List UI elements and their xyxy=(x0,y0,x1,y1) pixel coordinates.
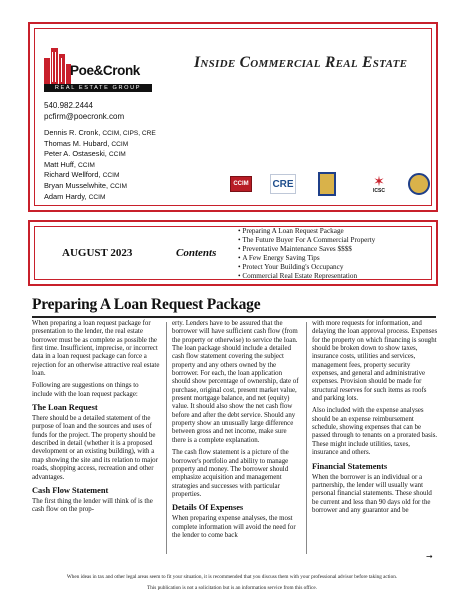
icsc-logo: ✶ ICSC xyxy=(373,173,385,194)
newsletter-title: Inside Commercial Real Estate xyxy=(194,54,408,71)
phone-number: 540.982.2444 xyxy=(44,101,93,110)
globe-logo xyxy=(408,173,430,195)
star-icon: ✶ xyxy=(373,173,385,189)
company-name: Poe&Cronk xyxy=(70,63,140,78)
footer-notice: This publication is not a solicitation but is an information service from this office. xyxy=(147,585,317,591)
article-column-1 xyxy=(32,320,160,519)
agent-name: Bryan Musselwhite, CCIM xyxy=(44,180,127,190)
email-address[interactable]: pcfirm@poecronk.com xyxy=(44,112,125,121)
article-column-3 xyxy=(312,320,438,519)
contents-item[interactable]: • Protect Your Building's Occupancy xyxy=(238,263,375,272)
contents-item[interactable]: • Preparing A Loan Request Package xyxy=(238,227,375,236)
column-divider xyxy=(306,322,307,554)
masthead xyxy=(28,22,438,212)
company-logo xyxy=(42,44,152,104)
paragraph: When preparing expense analyses, the most complete information will avoid the need for the lender to come back xyxy=(172,515,296,539)
paragraph: erty. Lenders have to be assured that the borrower will have sufficient cash flow (from the property or otherwise) to service the loan. The loan package should include a detailed cash flow statement covering the subject property and any others owned by the borrower. For each, the loan application should show percentage of ownership, date of purchase, original cost, present market value, present mortgage balance, and net (equity) value. It should also show the net cash flow before and after the debt service. Should any property show an unusually large difference between gross and net income, make sure there is a complete explanation. xyxy=(172,320,299,444)
paragraph: The first thing the lender will think of is the cash flow on the prop- xyxy=(32,497,153,514)
article-column-2 xyxy=(172,320,300,544)
paragraph: When preparing a loan request package for presentation to the lender, the real estate borrower must be as complete as possible the first time. Insufficient, imprecise, or incorrect data in a loan request package can force a rejection for an otherwise attractive real estate loan. xyxy=(32,320,160,378)
paragraph: There should be a detailed statement of the purpose of loan and the sources and uses of funds for the project. The property should be described in detail (whether it is a proposed development or an existing building), with a map showing the site and its relation to major roads, shopping access, recreation and other advantages. xyxy=(32,415,158,481)
contents-item[interactable]: • The Future Buyer For A Commercial Property xyxy=(238,236,375,245)
agent-name: Dennis R. Cronk, CCIM, CIPS, CRE xyxy=(44,128,156,137)
continue-arrow-icon: ➞ xyxy=(426,552,433,561)
agent-name: Richard Wellford, CCIM xyxy=(44,170,120,180)
contents-box xyxy=(28,220,438,286)
footer-disclaimer: When ideas in tax and other legal areas seem to fit your situation, it is recommended that you discuss them with your professional advisor before taking action. xyxy=(66,574,398,580)
agent-list xyxy=(44,128,156,202)
section-heading: The Loan Request xyxy=(32,403,98,413)
contents-label: Contents xyxy=(176,247,217,259)
paragraph: Also included with the expense analyses should be an expense reimbursement schedule, showing expenses that can be passed through to tenants on a prorated basis. These might include utilities, taxes, insurance and others. xyxy=(312,407,438,457)
contents-item[interactable]: • A Few Energy Saving Tips xyxy=(238,254,375,263)
contact-info xyxy=(44,100,124,122)
paragraph: The cash flow statement is a picture of the borrower's portfolio and ability to manage property and money. The borrower should emphasize acquisition and management strategies and successes with particular properties. xyxy=(172,449,289,498)
contents-list xyxy=(238,227,375,282)
issue-date: AUGUST 2023 xyxy=(62,247,133,259)
paragraph: Following are suggestions on things to include with the loan request package: xyxy=(32,382,139,398)
column-divider xyxy=(166,322,167,554)
agent-name: Matt Huff, CCIM xyxy=(44,159,95,169)
cre-logo: CRE xyxy=(270,174,296,194)
contents-item[interactable]: • Preventative Maintenance Saves $$$$ xyxy=(238,245,375,254)
agent-name: Adam Hardy, CCIM xyxy=(44,191,106,201)
agent-name: Peter A. Ostaseski, CCIM xyxy=(44,149,126,159)
contents-item[interactable]: • Commercial Real Estate Representation xyxy=(238,272,375,281)
article-headline: Preparing A Loan Request Package xyxy=(32,296,261,313)
headline-rule xyxy=(32,316,436,318)
paragraph: with more requests for information, and delaying the loan approval process. Expenses for the property on which financing is sought should be broken down to show taxes, insurance costs, utilities and services, management fees, property security expenses, and general and administrative expenses. Provision should be made for structural reserves for such items as roofs and parking lots. xyxy=(312,320,438,403)
ccim-logo: CCIM xyxy=(230,176,252,192)
paragraph: When the borrower is an individual or a partnership, the lender will usually want personal financial statements. These should be current and less than 90 days old for the borrower and any guarantor and be xyxy=(312,473,432,514)
section-heading: Cash Flow Statement xyxy=(32,485,109,495)
agent-name: Thomas M. Hubard, CCIM xyxy=(44,138,129,148)
seal-logo xyxy=(318,172,336,196)
section-heading: Details Of Expenses xyxy=(172,503,244,513)
section-heading: Financial Statements xyxy=(312,461,388,471)
company-subtitle: REAL ESTATE GROUP xyxy=(44,84,152,92)
affiliation-logos xyxy=(230,172,440,198)
